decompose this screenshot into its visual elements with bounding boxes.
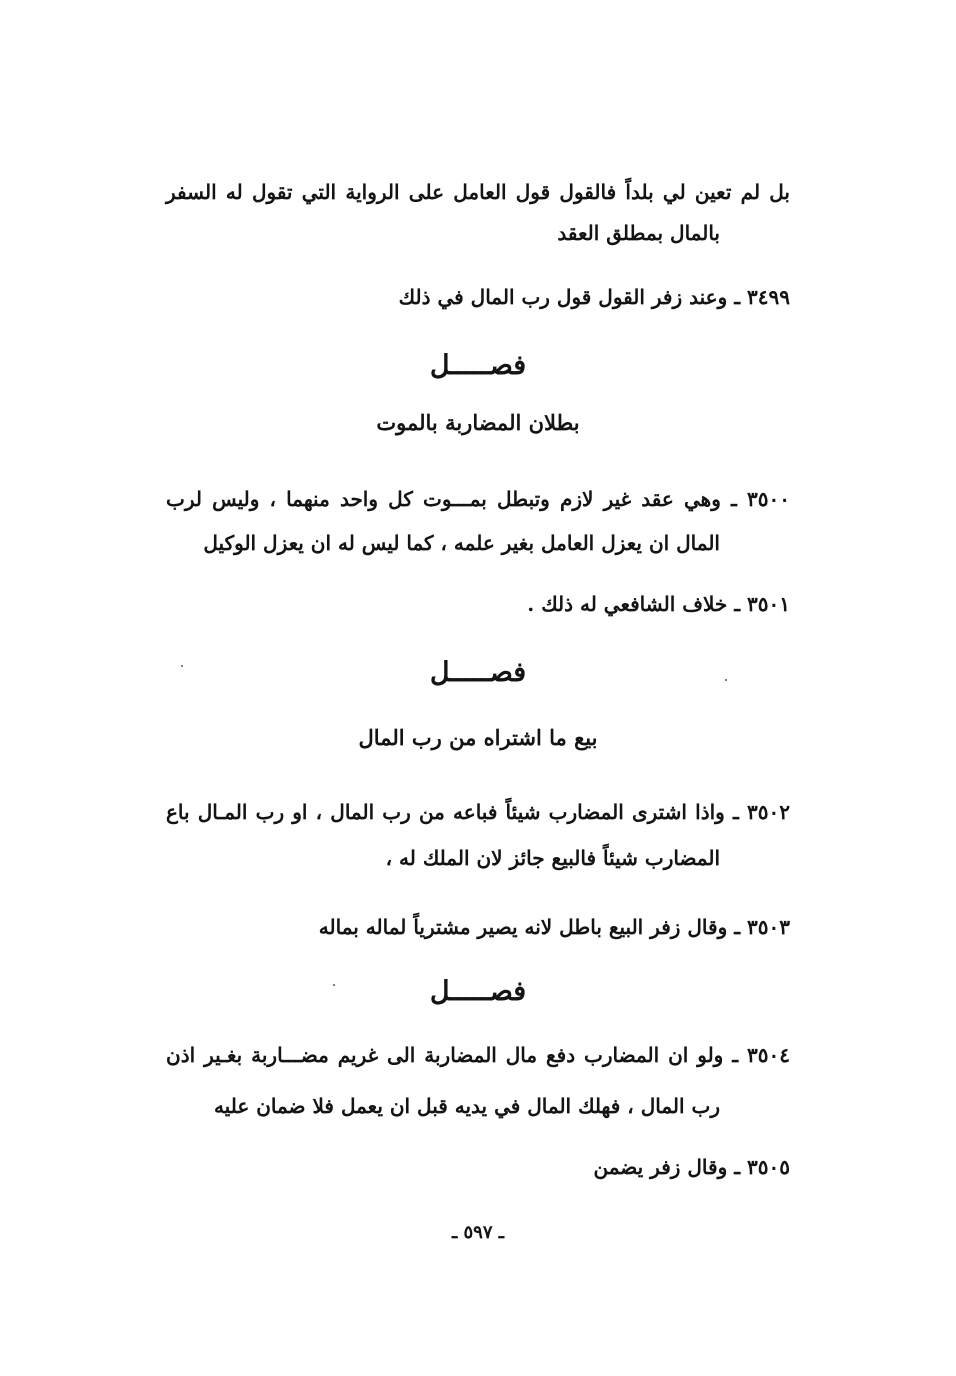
paragraph-3504-line-1: ٣٥٠٤ ـ ولو ان المضارب دفع مال المضاربة الى غريم مضـــاربة بغـير اذن [166,1043,790,1067]
section-heading-1: فصـــــل [429,350,527,381]
paragraph-3504-line-2: رب المال ، فهلك المال في يديه قبل ان يعمل فلا ضمان عليه [213,1094,720,1118]
section-heading-3: فصـــــل [429,976,527,1007]
continuation-line-2: بالمال بمطلق العقد [557,221,720,245]
paragraph-3500-line-2: المال ان يعزل العامل بغير علمه ، كما ليس له ان يعزل الوكيل [203,531,720,555]
scan-speck [333,984,335,986]
section-title-1: بطلان المضاربة بالموت [376,410,580,435]
page-number: ـ ٥٩٧ ـ [451,1222,505,1243]
paragraph-3502-line-2: المضارب شيئاً فالبيع جائز لان الملك له ، [385,846,720,870]
continuation-line-1: بل لم تعين لي بلداً فالقول قول العامل على الرواية التي تقول له السفر [166,180,790,204]
paragraph-3503: ٣٥٠٣ ـ وقال زفر البيع باطل لانه يصير مشترياً لماله بماله [318,915,790,939]
paragraph-3502-line-1: ٣٥٠٢ ـ واذا اشترى المضارب شيئاً فباعه من رب المال ، او رب المـال باع [166,800,790,824]
section-heading-2: فصـــــل [429,657,527,688]
scan-speck [181,665,183,667]
paragraph-3499: ٣٤٩٩ ـ وعند زفر القول قول رب المال في ذلك [398,285,790,309]
paragraph-3505: ٣٥٠٥ ـ وقال زفر يضمن [593,1155,790,1179]
scan-speck [725,679,727,681]
paragraph-3500-line-1: ٣٥٠٠ ـ وهي عقد غير لازم وتبطل بمـــوت كل واحد منهما ، وليس لرب [166,487,790,511]
paragraph-3501: ٣٥٠١ ـ خلاف الشافعي له ذلك . [527,592,790,616]
section-title-2: بيع ما اشتراه من رب المال [358,725,598,750]
